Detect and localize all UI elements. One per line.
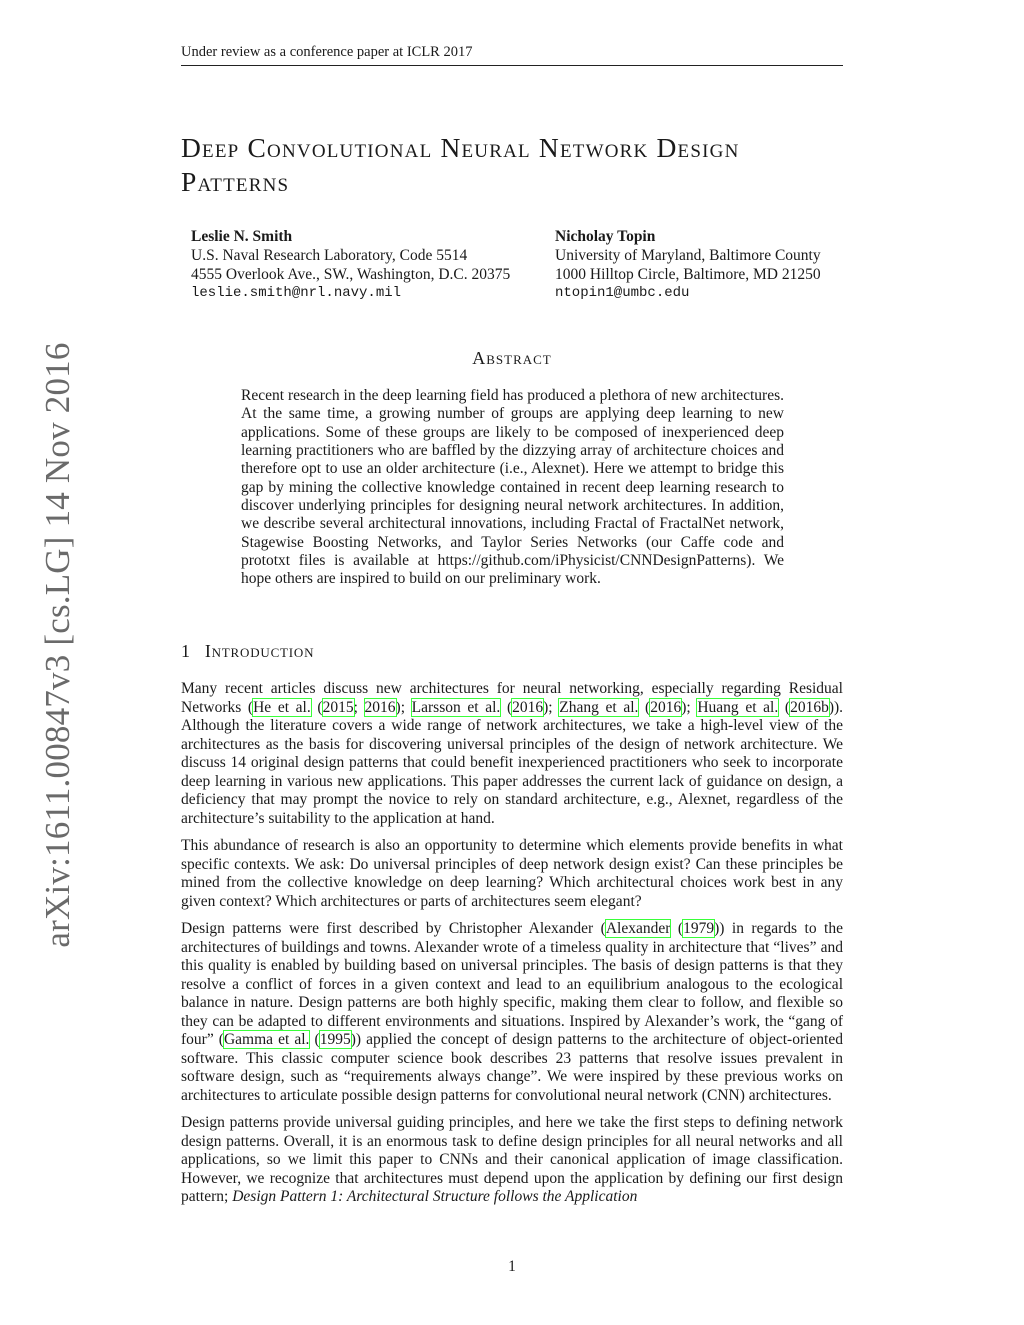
text-run: (: [310, 698, 323, 716]
text-run: (: [638, 698, 651, 716]
author-block-2: [555, 227, 821, 303]
author-email[interactable]: ntopin1@umbc.edu: [555, 285, 690, 301]
author-address: 1000 Hilltop Circle, Baltimore, MD 21250: [555, 266, 821, 283]
introduction-body: [181, 680, 843, 1216]
arxiv-identifier: arXiv:1611.00847v3 [cs.LG] 14 Nov 2016: [38, 342, 77, 948]
paragraph-1: [181, 680, 843, 828]
text-run: (: [778, 698, 791, 716]
text-run: )) in regards to the architectures of buildings and towns. Alexander wrote of a timeless quality in architecture that “lives” and this quality is enabled by building based on universal principles. The basis of design patterns is that they resolve a conflict of forces in a given context and lead to an equilibrium analogous to the ecological balance in nature. Design patterns are both highly specific, making them clear to follow, and flexible so they can be adapted to different environments and situations. Inspired by Alexander’s work, the “gang of four” (: [181, 920, 843, 1048]
abstract-text: Recent research in the deep learning field has produced a plethora of new architectures. At the same time, a growing number of groups are applying deep learning to new applications. Some of these groups are likely to be composed of inexperienced deep learning practitioners who are baffled by the dizzying array of architecture choices and therefore opt to use an older architecture (i.e., Alexnet). Here we attempt to bridge this gap by mining the collective knowledge contained in recent deep learning research to discover underlying principles for designing neural network architectures. In addition, we describe several architectural innovations, including Fractal of FractalNet network, Stagewise Boosting Networks, and Taylor Series Networks (our Caffe code and prototxt files is available at https://github.com/iPhysicist/CNNDesignPatterns). We hope others are inspired to build on our preliminary work.: [241, 387, 784, 588]
citation-link[interactable]: 1979: [683, 920, 715, 937]
citation-link[interactable]: Huang et al.: [697, 698, 779, 716]
citation-link[interactable]: Zhang et al.: [559, 698, 639, 716]
text-run: );: [681, 698, 698, 716]
text-run: (: [309, 1031, 320, 1048]
text-run: )). Although the literature covers a wide range of network architectures, we take a high-level view of the architectures as the basis for discovering universal principles of the design of network architecture. We discuss 14 original design patterns that could benefit inexperienced practitioners who seek to incorporate deep learning in various new applications. This paper addresses the current lack of guidance on design, a deficiency that may prompt the novice to rely on standard architecture, e.g., Alexnet, regardless of the architecture’s suitability to the application at hand.: [181, 698, 844, 827]
abstract-heading: Abstract: [472, 348, 552, 368]
author-address: 4555 Overlook Ave., SW., Washington, D.C. 20375: [191, 266, 511, 283]
citation-link[interactable]: 2016b: [790, 698, 829, 716]
author-name: Leslie N. Smith: [191, 228, 293, 245]
citation-link[interactable]: Larsson et al.: [411, 698, 501, 716]
paragraph-3: [181, 920, 843, 1105]
citation-link[interactable]: He et al.: [253, 698, 311, 716]
text-run: Design patterns provide universal guiding principles, and here we take the first steps to defining network design patterns. Overall, it is an enormous task to define design principles for all neural networks and all applications, so we limit this paper to CNNs and their canonical application of image classification. However, we recognize that architectures must depend upon the application by defining our first design pattern;: [181, 1114, 843, 1205]
citation-link[interactable]: Gamma et al.: [223, 1031, 310, 1048]
section-heading-introduction: [181, 641, 314, 662]
author-email[interactable]: leslie.smith@nrl.navy.mil: [191, 285, 402, 301]
citation-link[interactable]: 2016: [512, 698, 544, 716]
header-rule: [181, 65, 843, 66]
author-block-1: [191, 227, 510, 303]
text-run: (: [670, 920, 684, 937]
citation-link[interactable]: 2016: [650, 698, 682, 716]
citation-link[interactable]: 1995: [319, 1031, 351, 1048]
section-number: 1: [181, 641, 191, 661]
author-affiliation: U.S. Naval Research Laboratory, Code 5514: [191, 247, 468, 264]
citation-link[interactable]: Alexander: [605, 920, 671, 937]
text-run: ;: [353, 698, 365, 716]
text-run: Many recent articles discuss new architectures for neural networking, especially regarding Residual Networks (: [181, 680, 843, 716]
paragraph-4: [181, 1114, 843, 1207]
text-run: )) applied the concept of design patterns to the architecture of object-oriented software. This classic computer science book describes 23 patterns that resolve issues prevalent in software design, such as “requirements always change”. We were inspired by these previous works on architectures to articulate possible design patterns for convolutional neural network (CNN) architectures.: [181, 1031, 843, 1104]
section-title: Introduction: [204, 641, 315, 661]
text-run: );: [395, 698, 412, 716]
paper-title: Deep Convolutional Neural Network Design Patterns: [181, 132, 740, 197]
paragraph-2: This abundance of research is also an opportunity to determine which elements provide benefits in what specific contexts. We ask: Do universal principles of deep network design exist? Can these principles be mined from the collective knowledge on deep learning? Which architectural choices work best in any given context? Which architectures or parts of architectures seem elegant?: [181, 837, 843, 910]
running-header: Under review as a conference paper at ICLR 2017: [181, 44, 473, 60]
citation-link[interactable]: 2015: [322, 698, 354, 716]
citation-link[interactable]: 2016: [364, 698, 396, 716]
page-number: 1: [508, 1258, 516, 1275]
text-run: );: [543, 698, 560, 716]
text-run: (: [500, 698, 513, 716]
text-run: Design patterns were first described by Christopher Alexander (: [181, 920, 606, 937]
author-affiliation: University of Maryland, Baltimore County: [555, 247, 821, 264]
author-name: Nicholay Topin: [555, 228, 656, 245]
design-pattern-1: Design Pattern 1: Architectural Structure follows the Application: [232, 1188, 638, 1205]
